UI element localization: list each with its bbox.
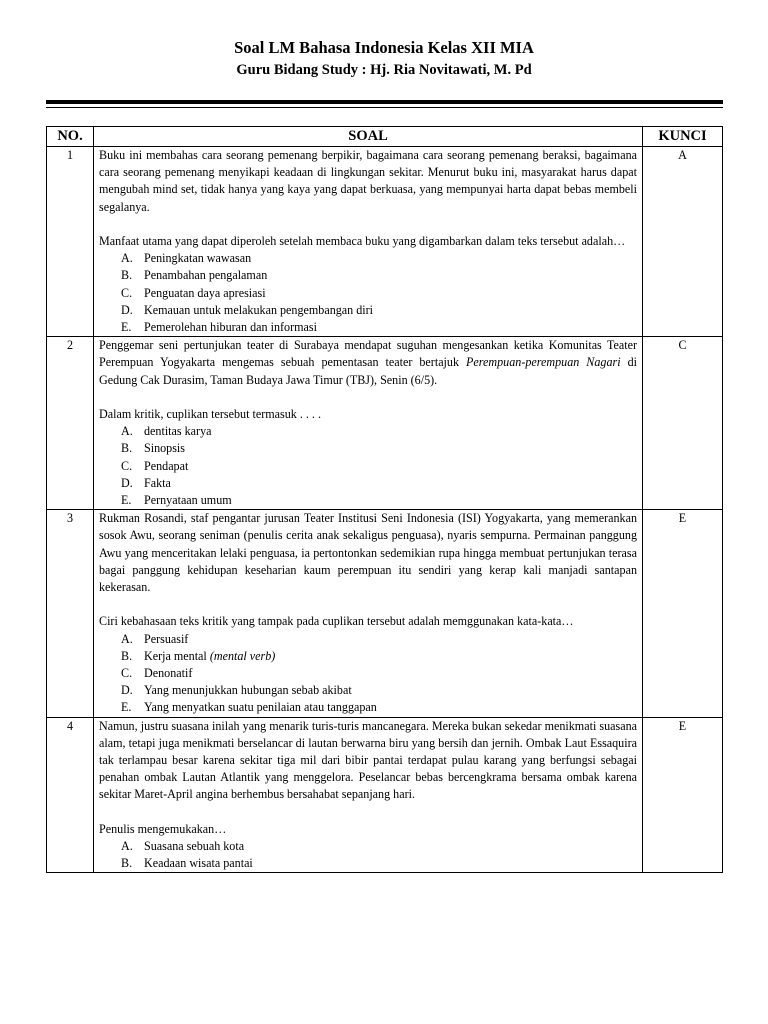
question-number: 2 <box>47 337 94 510</box>
column-header-soal: SOAL <box>94 127 643 147</box>
reading-passage: Buku ini membahas cara seorang pemenang berpikir, bagaimana cara seorang pemenang beraksi, bagaimana cara seorang pemenang menyikapi keadaan di lingkungan sekitar. Menurut buku ini, masyarakat harus dapat mengubah mind set, tidak hanya yang kaya yang dapat berkuasa, yang mempunyai harta dapat bebas membeli segalanya. <box>99 148 637 214</box>
play-title: Perempuan-perempuan Nagari <box>466 355 621 370</box>
reading-passage: Namun, justru suasana inilah yang menarik turis-turis mancanegara. Mereka bukan sekedar menikmati suasana alam, tetapi juga menikmati berselancar di lautan berwarna biru yang bersih dan jernih. Ombak Laut Essaquira tak terlampau besar karena sekitar tiga mil dari bibir pantai terdapat pulau karang yang berfungsi sebagai penahan ombak Lautan Atlantik yang menggelora. Peselancar bebas bercengkrama bersama ombak karena sekitar Maret-April angina berhembus bersahabat sepanjang hari. <box>99 718 637 802</box>
answer-option: E. Yang menyatkan suatu penilaian atau tanggapan <box>121 700 377 715</box>
answer-option: E. Pemerolehan hiburan dan informasi <box>121 320 317 335</box>
question-number: 3 <box>47 510 94 717</box>
answer-option: B. Keadaan wisata pantai <box>121 856 253 871</box>
reading-passage: Penggemar seni pertunjukan teater di Surabaya mendapat suguhan mengesankan ketika Komunitas Teater Perempuan Yogyakarta mengemas sebuah pementasan teater bertajuk Perempuan-perempuan Nagari di Gedung Cak Durasim, Taman Budaya Jawa Timur (TBJ), Senin (6/5). <box>99 338 637 387</box>
answer-option: A. Suasana sebuah kota <box>121 839 245 854</box>
table-row <box>47 337 723 510</box>
teacher-name: Guru Bidang Study : Hj. Ria Novitawati, M. Pd <box>236 62 532 78</box>
question-cell <box>94 717 643 873</box>
answer-option: D. Kemauan untuk melakukan pengembangan diri <box>121 302 374 317</box>
answer-key: E <box>643 717 723 873</box>
question-cell <box>94 147 643 337</box>
question-prompt: Penulis mengemukakan… <box>99 821 227 836</box>
answer-option: B. Sinopsis <box>121 441 185 456</box>
answer-options <box>99 423 637 509</box>
answer-key: A <box>643 147 723 337</box>
column-header-no: NO. <box>47 127 94 147</box>
answer-option: C. Pendapat <box>121 458 189 473</box>
answer-option: B. Penambahan pengalaman <box>121 268 268 283</box>
reading-passage: Rukman Rosandi, staf pengantar jurusan Teater Institusi Seni Indonesia (ISI) Yogyakarta, yang memerankan sosok Awu, seorang seniman (penulis cerita anak sekaligus penguasa), nyaris sempurna. Permainan panggung Awu yang menceritakan lelaki penguasa, ia pertontonkan sedemikian rupa hingga membuat pertunjukan terasa bagai panggung kehidupan keseharian kaum perempuan itu sendiri yang kerap kali manjadi santapan kekerasan. <box>99 511 637 595</box>
header-rule-thin <box>46 107 723 108</box>
question-cell <box>94 337 643 510</box>
question-table <box>46 126 723 873</box>
document-title: Soal LM Bahasa Indonesia Kelas XII MIA <box>234 38 534 57</box>
table-row <box>47 147 723 337</box>
answer-option: A. Persuasif <box>121 631 189 646</box>
answer-option: C. Penguatan daya apresiasi <box>121 285 266 300</box>
question-prompt: Manfaat utama yang dapat diperoleh setelah membaca buku yang digambarkan dalam teks tersebut adalah… <box>99 234 626 248</box>
question-prompt: Dalam kritik, cuplikan tersebut termasuk . . . . <box>99 407 321 422</box>
answer-option: D. Fakta <box>121 475 171 490</box>
answer-option: A. Peningkatan wawasan <box>121 251 252 266</box>
answer-options <box>99 838 637 872</box>
question-prompt: Ciri kebahasaan teks kritik yang tampak pada cuplikan tersebut adalah memggunakan kata-kata… <box>99 614 574 629</box>
question-number: 1 <box>47 147 94 337</box>
answer-options <box>99 250 637 336</box>
answer-option: B. Kerja mental (mental verb) <box>121 648 276 663</box>
answer-option: A. dentitas karya <box>121 424 212 439</box>
answer-option: C. Denonatif <box>121 666 193 681</box>
answer-options <box>99 631 637 717</box>
table-row <box>47 717 723 873</box>
question-cell <box>94 510 643 717</box>
answer-key: E <box>643 510 723 717</box>
column-header-kunci: KUNCI <box>643 127 723 147</box>
answer-key: C <box>643 337 723 510</box>
answer-option: E. Pernyataan umum <box>121 493 232 508</box>
header-rule-thick <box>46 100 723 104</box>
question-number: 4 <box>47 717 94 873</box>
table-row <box>47 510 723 717</box>
table-header-row <box>47 127 723 147</box>
answer-option: D. Yang menunjukkan hubungan sebab akibat <box>121 683 352 698</box>
